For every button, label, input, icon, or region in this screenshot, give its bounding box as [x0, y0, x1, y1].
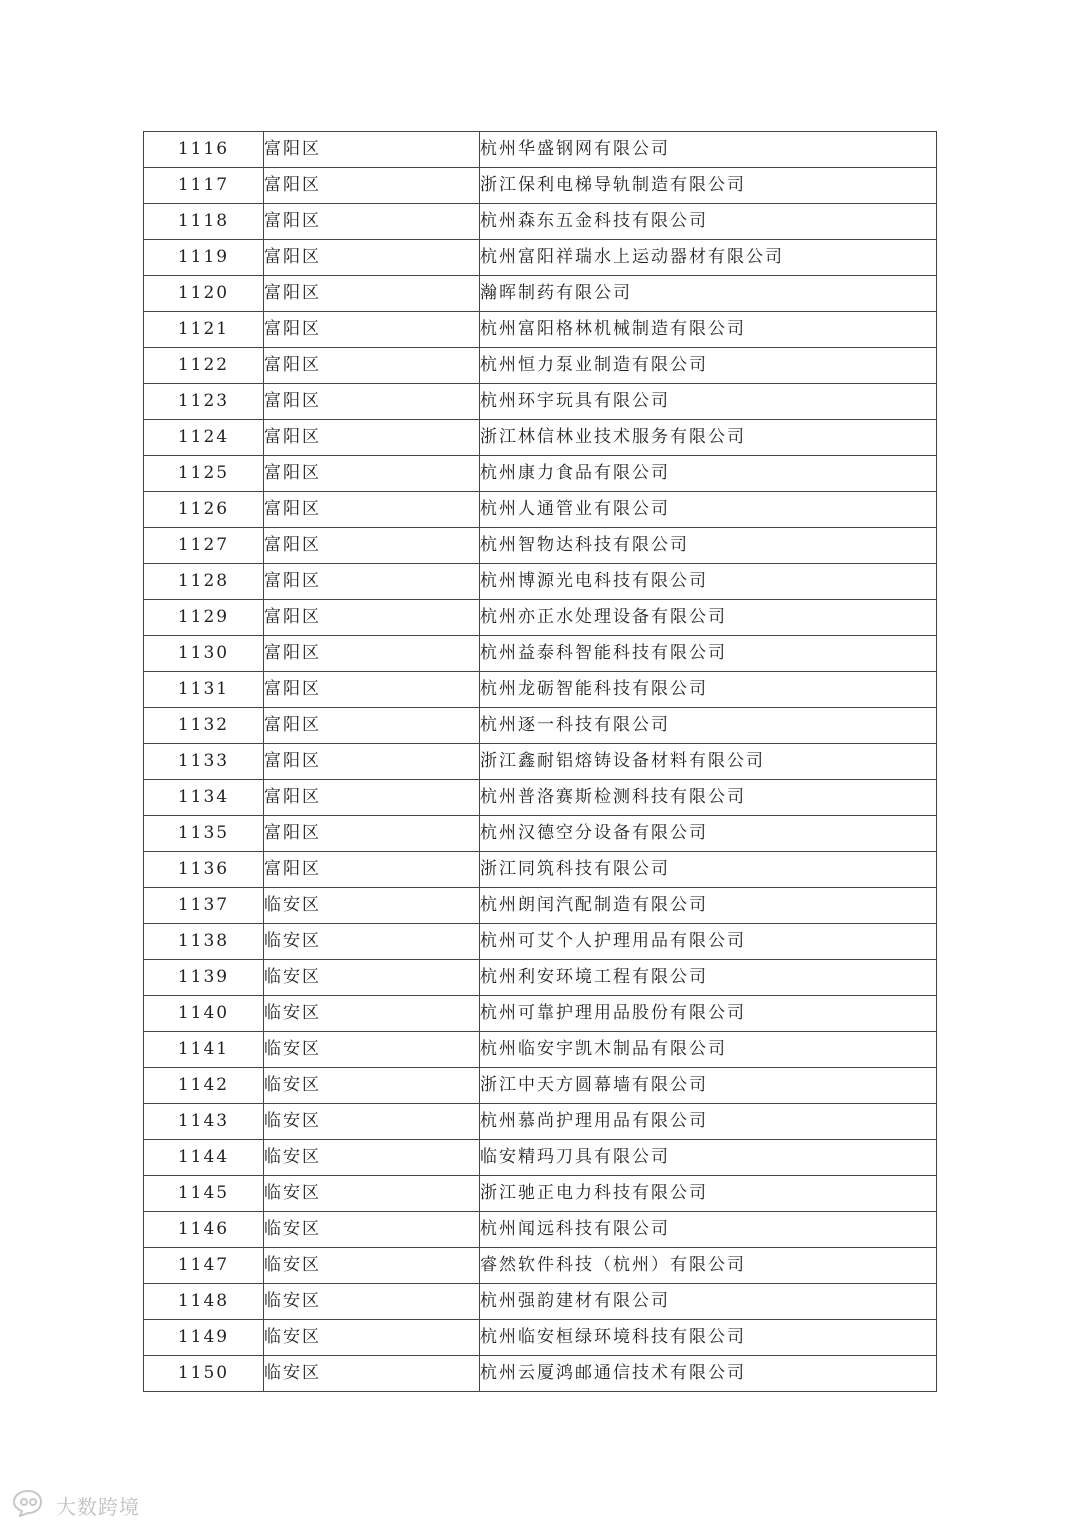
company-name-cell: 杭州龙砺智能科技有限公司: [480, 672, 937, 708]
district-cell: 富阳区: [264, 744, 480, 780]
district-cell: 富阳区: [264, 672, 480, 708]
row-number-cell: 1135: [144, 816, 264, 852]
table-row: [144, 132, 937, 168]
company-name-cell: 浙江中天方圆幕墙有限公司: [480, 1068, 937, 1104]
company-name-cell: 杭州逐一科技有限公司: [480, 708, 937, 744]
table-row: [144, 600, 937, 636]
company-name-cell: 浙江驰正电力科技有限公司: [480, 1176, 937, 1212]
company-name-cell: 杭州利安环境工程有限公司: [480, 960, 937, 996]
table-row: [144, 816, 937, 852]
company-name-cell: 杭州亦正水处理设备有限公司: [480, 600, 937, 636]
row-number-cell: 1149: [144, 1320, 264, 1356]
table-row: [144, 1068, 937, 1104]
row-number-cell: 1132: [144, 708, 264, 744]
district-cell: 临安区: [264, 960, 480, 996]
row-number-cell: 1120: [144, 276, 264, 312]
row-number-cell: 1138: [144, 924, 264, 960]
company-name-cell: 杭州云厦鸿邮通信技术有限公司: [480, 1356, 937, 1392]
company-name-cell: 杭州博源光电科技有限公司: [480, 564, 937, 600]
row-number-cell: 1144: [144, 1140, 264, 1176]
district-cell: 临安区: [264, 1140, 480, 1176]
district-cell: 临安区: [264, 1176, 480, 1212]
table-row: [144, 348, 937, 384]
row-number-cell: 1146: [144, 1212, 264, 1248]
company-name-cell: 杭州森东五金科技有限公司: [480, 204, 937, 240]
company-list-table: [143, 131, 937, 1392]
company-name-cell: 杭州环宇玩具有限公司: [480, 384, 937, 420]
company-name-cell: 杭州恒力泵业制造有限公司: [480, 348, 937, 384]
chat-bubble-logo-icon: [10, 1489, 50, 1521]
row-number-cell: 1133: [144, 744, 264, 780]
company-name-cell: 浙江保利电梯导轨制造有限公司: [480, 168, 937, 204]
row-number-cell: 1127: [144, 528, 264, 564]
district-cell: 富阳区: [264, 312, 480, 348]
district-cell: 临安区: [264, 1068, 480, 1104]
company-name-cell: 杭州智物达科技有限公司: [480, 528, 937, 564]
row-number-cell: 1130: [144, 636, 264, 672]
company-name-cell: 杭州闻远科技有限公司: [480, 1212, 937, 1248]
table-row: [144, 168, 937, 204]
table-row: [144, 528, 937, 564]
company-name-cell: 睿然软件科技（杭州）有限公司: [480, 1248, 937, 1284]
district-cell: 临安区: [264, 1212, 480, 1248]
table-row: [144, 744, 937, 780]
district-cell: 富阳区: [264, 240, 480, 276]
district-cell: 富阳区: [264, 132, 480, 168]
row-number-cell: 1126: [144, 492, 264, 528]
watermark-text: 大数跨境: [56, 1494, 140, 1519]
district-cell: 富阳区: [264, 168, 480, 204]
table-row: [144, 1140, 937, 1176]
table-row: [144, 564, 937, 600]
row-number-cell: 1141: [144, 1032, 264, 1068]
row-number-cell: 1123: [144, 384, 264, 420]
district-cell: 富阳区: [264, 564, 480, 600]
table-row: [144, 1104, 937, 1140]
district-cell: 富阳区: [264, 708, 480, 744]
table-row: [144, 1248, 937, 1284]
company-name-cell: 临安精玛刀具有限公司: [480, 1140, 937, 1176]
row-number-cell: 1139: [144, 960, 264, 996]
district-cell: 富阳区: [264, 456, 480, 492]
district-cell: 富阳区: [264, 348, 480, 384]
company-name-cell: 杭州人通管业有限公司: [480, 492, 937, 528]
table-row: [144, 420, 937, 456]
row-number-cell: 1122: [144, 348, 264, 384]
row-number-cell: 1136: [144, 852, 264, 888]
district-cell: 富阳区: [264, 276, 480, 312]
company-name-cell: 杭州临安桓绿环境科技有限公司: [480, 1320, 937, 1356]
row-number-cell: 1124: [144, 420, 264, 456]
district-cell: 临安区: [264, 1104, 480, 1140]
company-name-cell: 杭州华盛钢网有限公司: [480, 132, 937, 168]
table-row: [144, 996, 937, 1032]
table-row: [144, 960, 937, 996]
district-cell: 临安区: [264, 996, 480, 1032]
row-number-cell: 1134: [144, 780, 264, 816]
district-cell: 临安区: [264, 888, 480, 924]
table-row: [144, 492, 937, 528]
company-name-cell: 杭州强韵建材有限公司: [480, 1284, 937, 1320]
company-name-cell: 浙江林信林业技术服务有限公司: [480, 420, 937, 456]
table-row: [144, 852, 937, 888]
company-name-cell: 杭州富阳祥瑞水上运动器材有限公司: [480, 240, 937, 276]
district-cell: 富阳区: [264, 384, 480, 420]
watermark: [10, 1490, 140, 1520]
district-cell: 富阳区: [264, 420, 480, 456]
district-cell: 富阳区: [264, 492, 480, 528]
table-row: [144, 780, 937, 816]
row-number-cell: 1150: [144, 1356, 264, 1392]
company-name-cell: 杭州朗闰汽配制造有限公司: [480, 888, 937, 924]
district-cell: 富阳区: [264, 600, 480, 636]
table-row: [144, 1176, 937, 1212]
company-name-cell: 杭州益泰科智能科技有限公司: [480, 636, 937, 672]
district-cell: 富阳区: [264, 204, 480, 240]
company-name-cell: 杭州康力食品有限公司: [480, 456, 937, 492]
table-row: [144, 1320, 937, 1356]
table-row: [144, 672, 937, 708]
district-cell: 临安区: [264, 1284, 480, 1320]
district-cell: 富阳区: [264, 780, 480, 816]
row-number-cell: 1143: [144, 1104, 264, 1140]
row-number-cell: 1137: [144, 888, 264, 924]
row-number-cell: 1118: [144, 204, 264, 240]
table-row: [144, 924, 937, 960]
district-cell: 富阳区: [264, 816, 480, 852]
company-name-cell: 浙江鑫耐铝熔铸设备材料有限公司: [480, 744, 937, 780]
table-row: [144, 1284, 937, 1320]
district-cell: 临安区: [264, 1248, 480, 1284]
row-number-cell: 1125: [144, 456, 264, 492]
row-number-cell: 1119: [144, 240, 264, 276]
company-name-cell: 杭州富阳格林机械制造有限公司: [480, 312, 937, 348]
table-row: [144, 204, 937, 240]
company-name-cell: 杭州汉德空分设备有限公司: [480, 816, 937, 852]
row-number-cell: 1142: [144, 1068, 264, 1104]
table-row: [144, 1356, 937, 1392]
district-cell: 临安区: [264, 1320, 480, 1356]
table-row: [144, 276, 937, 312]
row-number-cell: 1121: [144, 312, 264, 348]
district-cell: 临安区: [264, 1032, 480, 1068]
table-body: [144, 132, 937, 1392]
company-name-cell: 杭州可艾个人护理用品有限公司: [480, 924, 937, 960]
row-number-cell: 1116: [144, 132, 264, 168]
company-name-cell: 杭州可靠护理用品股份有限公司: [480, 996, 937, 1032]
district-cell: 临安区: [264, 1356, 480, 1392]
table-row: [144, 312, 937, 348]
row-number-cell: 1140: [144, 996, 264, 1032]
table-row: [144, 240, 937, 276]
table-row: [144, 1212, 937, 1248]
table-row: [144, 384, 937, 420]
table-row: [144, 456, 937, 492]
company-name-cell: 杭州普洛赛斯检测科技有限公司: [480, 780, 937, 816]
row-number-cell: 1128: [144, 564, 264, 600]
table-row: [144, 1032, 937, 1068]
district-cell: 富阳区: [264, 636, 480, 672]
row-number-cell: 1129: [144, 600, 264, 636]
district-cell: 富阳区: [264, 528, 480, 564]
company-name-cell: 杭州慕尚护理用品有限公司: [480, 1104, 937, 1140]
company-name-cell: 瀚晖制药有限公司: [480, 276, 937, 312]
row-number-cell: 1131: [144, 672, 264, 708]
table-row: [144, 636, 937, 672]
row-number-cell: 1145: [144, 1176, 264, 1212]
row-number-cell: 1117: [144, 168, 264, 204]
company-name-cell: 杭州临安宇凯木制品有限公司: [480, 1032, 937, 1068]
company-name-cell: 浙江同筑科技有限公司: [480, 852, 937, 888]
table-row: [144, 708, 937, 744]
district-cell: 富阳区: [264, 852, 480, 888]
table-row: [144, 888, 937, 924]
district-cell: 临安区: [264, 924, 480, 960]
row-number-cell: 1148: [144, 1284, 264, 1320]
row-number-cell: 1147: [144, 1248, 264, 1284]
